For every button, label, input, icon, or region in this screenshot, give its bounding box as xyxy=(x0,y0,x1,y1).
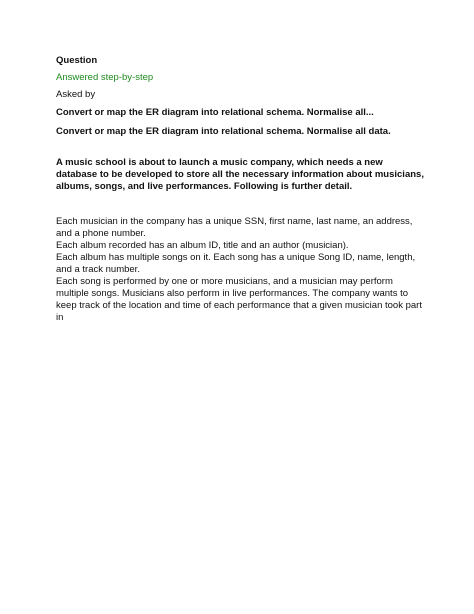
question-content xyxy=(56,55,426,324)
question-title-full: Convert or map the ER diagram into relational schema. Normalise all data. xyxy=(56,126,391,137)
answered-status: Answered step-by-step xyxy=(56,72,154,83)
question-label: Question xyxy=(56,55,98,66)
question-intro: A music school is about to launch a music company, which needs a new database to be developed to store all the necessary information about musicians, albums, songs, and live performances. Following is further detail. xyxy=(56,157,424,192)
body-paragraph-musician: Each musician in the company has a unique SSN, first name, last name, an address, and a phone number. xyxy=(56,216,413,239)
body-paragraph-performances: Each song is performed by one or more musicians, and a musician may perform multiple songs. Musicians also perform in live performances. The company wants to keep track of the location and time of each performance that a given musician took part in xyxy=(56,276,422,323)
question-body xyxy=(56,216,426,324)
question-title-truncated: Convert or map the ER diagram into relational schema. Normalise all... xyxy=(56,107,374,118)
asked-by-label: Asked by xyxy=(56,89,96,100)
body-paragraph-songs: Each album has multiple songs on it. Each song has a unique Song ID, name, length, and a track number. xyxy=(56,252,416,275)
body-paragraph-album: Each album recorded has an album ID, title and an author (musician). xyxy=(56,240,349,251)
